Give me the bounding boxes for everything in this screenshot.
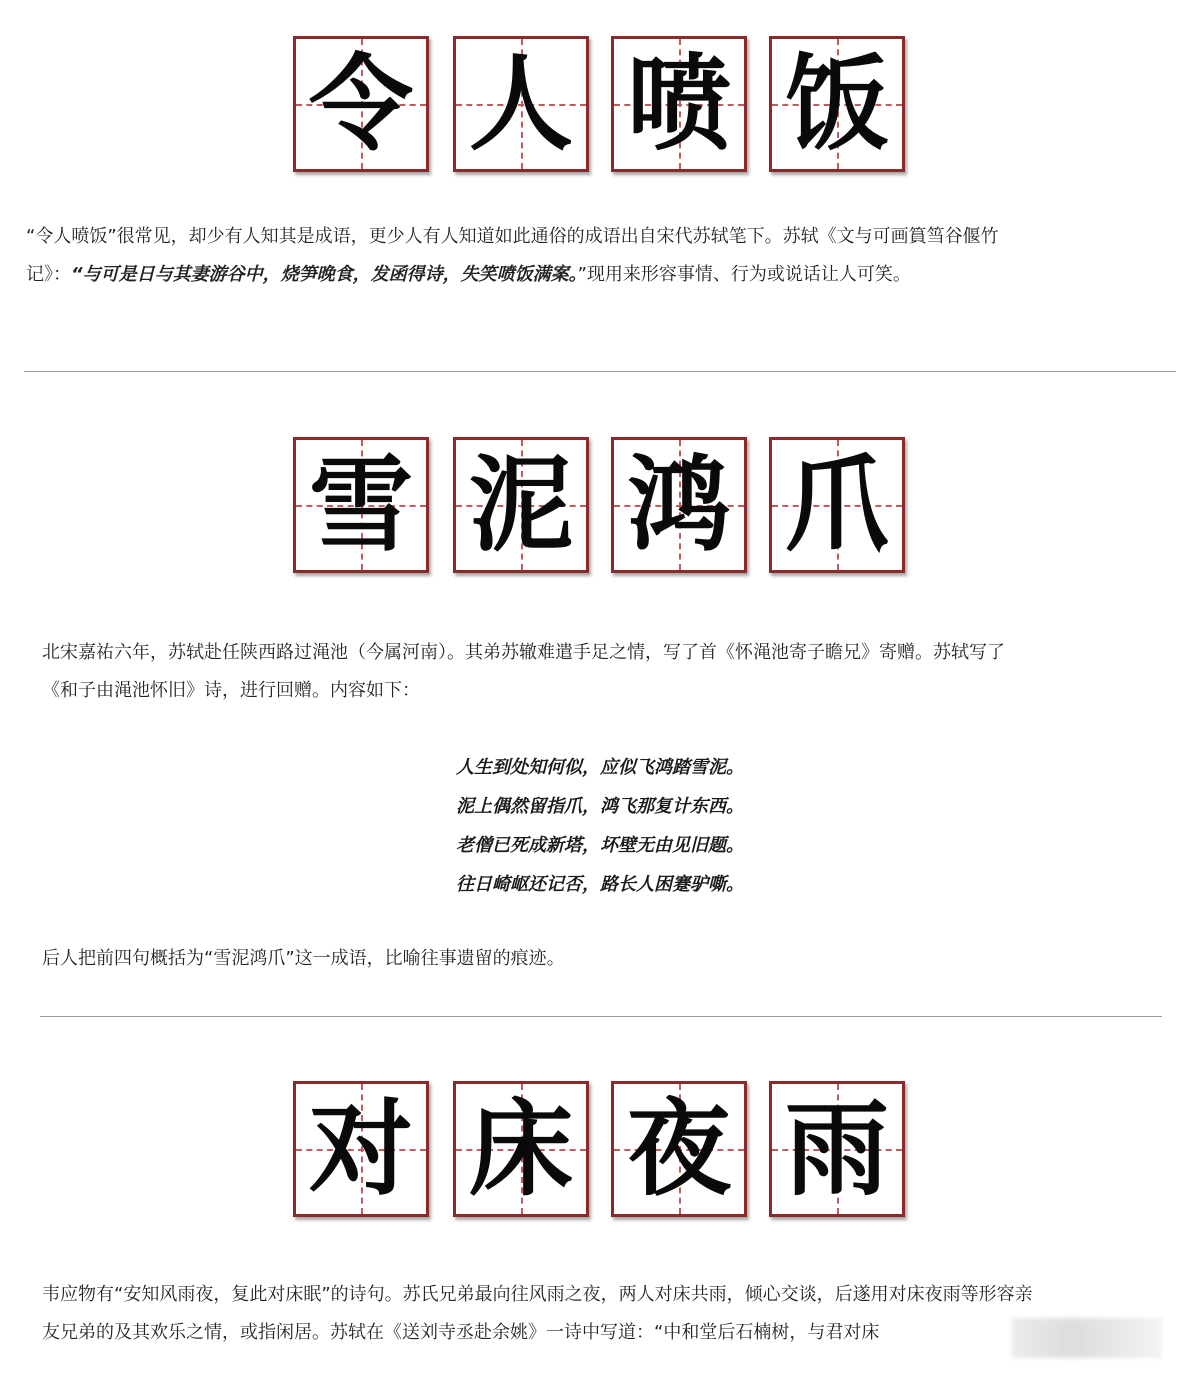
paragraph-line: 北宋嘉祐六年，苏轼赴任陕西路过渑池（今属河南）。其弟苏辙难遣手足之情，写了首《怀渑池寄子瞻兄》寄赠。苏轼写了 bbox=[42, 642, 1005, 663]
idiom-title-3 bbox=[0, 1081, 1200, 1223]
paragraph-line-end: ”现用来形容事情、行为或说话让人可笑。 bbox=[577, 264, 911, 285]
blurred-watermark bbox=[1012, 1318, 1162, 1358]
character: 雨 bbox=[784, 1087, 889, 1210]
character-box bbox=[611, 36, 747, 172]
character: 泥 bbox=[468, 443, 573, 566]
poem-line: 泥上偶然留指爪，鸿飞那复计东西。 bbox=[456, 796, 744, 817]
character: 对 bbox=[308, 1087, 413, 1210]
section-divider bbox=[24, 371, 1176, 372]
poem-line: 老僧已死成新塔，坏壁无由见旧题。 bbox=[456, 835, 744, 856]
character-box bbox=[293, 1081, 429, 1217]
paragraph-line: “令人喷饭”很常见，却少有人知其是成语，更少人有人知道如此通俗的成语出自宋代苏轼笔下。苏轼《文与可画篔筜谷偃竹 bbox=[26, 226, 999, 247]
character-box bbox=[293, 36, 429, 172]
character: 床 bbox=[468, 1087, 573, 1210]
character: 人 bbox=[468, 42, 573, 165]
section-2-paragraph bbox=[42, 634, 1005, 710]
section-2-conclusion bbox=[42, 940, 565, 978]
paragraph-line: 《和子由渑池怀旧》诗，进行回赠。内容如下： bbox=[42, 680, 420, 701]
quoted-passage: “与可是日与其妻游谷中，烧笋晚食，发函得诗，失笑喷饭满案。 bbox=[71, 264, 578, 285]
character-box bbox=[611, 437, 747, 573]
character-box bbox=[611, 1081, 747, 1217]
paragraph-line-start: 记》： bbox=[26, 264, 71, 285]
section-divider bbox=[40, 1016, 1162, 1017]
character: 雪 bbox=[308, 443, 413, 566]
character-box bbox=[453, 36, 589, 172]
poem bbox=[0, 748, 1200, 904]
idiom-title-2 bbox=[0, 437, 1200, 579]
character-box bbox=[769, 437, 905, 573]
character-box bbox=[769, 36, 905, 172]
section-3-paragraph bbox=[42, 1276, 1033, 1352]
character: 鸿 bbox=[626, 443, 731, 566]
character: 令 bbox=[308, 42, 413, 165]
poem-line: 往日崎岖还记否，路长人困蹇驴嘶。 bbox=[456, 874, 744, 895]
character: 喷 bbox=[626, 42, 731, 165]
section-1-paragraph bbox=[26, 218, 999, 294]
paragraph-line: 友兄弟的及其欢乐之情，或指闲居。苏轼在《送刘寺丞赴余姚》一诗中写道：“中和堂后石楠树，与君对床 bbox=[42, 1322, 880, 1343]
character-box bbox=[453, 1081, 589, 1217]
character: 饭 bbox=[784, 42, 889, 165]
character-box bbox=[769, 1081, 905, 1217]
poem-line: 人生到处知何似，应似飞鸿踏雪泥。 bbox=[456, 757, 744, 778]
idiom-title-1 bbox=[0, 36, 1200, 178]
character: 爪 bbox=[784, 443, 889, 566]
paragraph-line: 韦应物有“安知风雨夜，复此对床眠”的诗句。苏氏兄弟最向往风雨之夜，两人对床共雨，倾心交谈，后遂用对床夜雨等形容亲 bbox=[42, 1284, 1033, 1305]
character: 夜 bbox=[626, 1087, 731, 1210]
character-box bbox=[293, 437, 429, 573]
conclusion-text: 后人把前四句概括为“雪泥鸿爪”这一成语，比喻往事遗留的痕迹。 bbox=[42, 948, 565, 969]
character-box bbox=[453, 437, 589, 573]
